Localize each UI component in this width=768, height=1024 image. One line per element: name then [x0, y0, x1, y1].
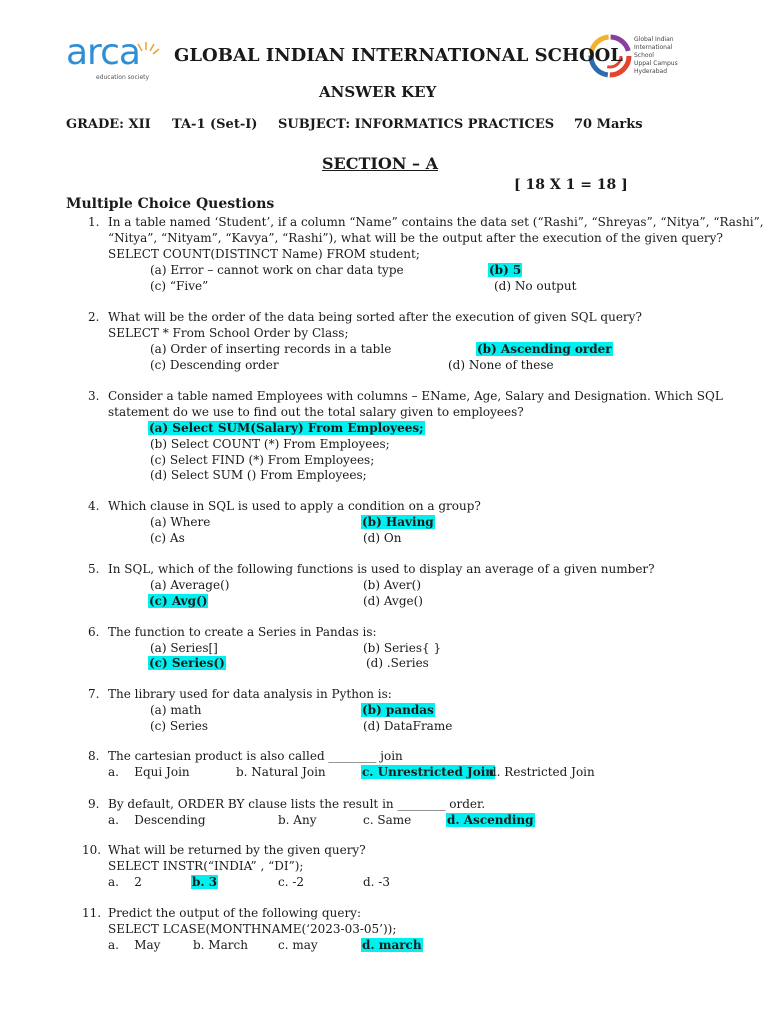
option-b-answer: (b) Having	[362, 515, 434, 529]
option-b: (b) Aver()	[363, 578, 422, 592]
option-b: b. Natural Join	[236, 765, 326, 779]
question-code: SELECT LCASE(MONTHNAME(‘2023-03-05’));	[108, 922, 397, 936]
question-number: 1.	[88, 215, 100, 229]
question-text: The cartesian product is also called ________ join	[108, 749, 403, 763]
question-text: Which clause in SQL is used to apply a condition on a group?	[108, 499, 481, 513]
question-number: 8.	[88, 749, 100, 763]
option-b-answer: (b) Ascending order	[477, 342, 612, 356]
arca-logo	[66, 32, 176, 86]
question-code: SELECT INSTR(“INDIA” , “DI”);	[108, 859, 304, 873]
question-number: 2.	[88, 310, 100, 324]
question-text: statement do we use to find out the total salary given to employees?	[108, 405, 524, 419]
option-a-answer: (a) Select SUM(Salary) From Employees;	[149, 421, 424, 435]
option-c: (c) Descending order	[150, 358, 279, 372]
option-d: (d) DataFrame	[363, 719, 453, 733]
option-a: a. Equi Join	[108, 765, 190, 779]
section-marks: [ 18 X 1 = 18 ]	[514, 177, 628, 193]
option-a: (a) Order of inserting records in a table	[150, 342, 392, 356]
option-b-answer: (b) pandas	[362, 703, 434, 717]
option-d-answer: d. march	[362, 938, 422, 952]
option-d: (d) On	[363, 531, 402, 545]
question-number: 10.	[82, 843, 102, 857]
question-text: In a table named ‘Student’, if a column “Name” contains the data set (“Rashi”, “Shreyas”, “Nitya”, “Rashi”,	[108, 215, 764, 229]
option-b: (b) Series{ }	[363, 641, 442, 655]
question-number: 5.	[88, 562, 100, 576]
question-number: 9.	[88, 797, 100, 811]
school-name: GLOBAL INDIAN INTERNATIONAL SCHOOL	[174, 45, 623, 66]
question-text: What will be returned by the given query?	[108, 843, 366, 857]
question-code: SELECT COUNT(DISTINCT Name) FROM student;	[108, 247, 420, 261]
option-c: c. -2	[278, 875, 305, 889]
option-c: (c) Select FIND (*) From Employees;	[150, 453, 375, 467]
option-d: (d) None of these	[448, 358, 554, 372]
option-c-answer: (c) Series()	[149, 656, 225, 670]
option-b: b. March	[193, 938, 248, 952]
subject-label: SUBJECT: INFORMATICS PRACTICES	[278, 117, 555, 132]
arca-logo-subtext: education society	[96, 74, 150, 81]
set-label: TA-1 (Set-I)	[172, 117, 258, 132]
option-a: (a) Series[]	[150, 641, 218, 655]
option-d: (d) No output	[494, 279, 577, 293]
question-number: 4.	[88, 499, 100, 513]
option-a: a. Descending	[108, 813, 206, 827]
question-number: 7.	[88, 687, 100, 701]
question-text: The library used for data analysis in Python is:	[108, 687, 392, 701]
question-text: Predict the output of the following query:	[108, 906, 361, 920]
option-b: (b) Select COUNT (*) From Employees;	[150, 437, 390, 451]
option-c: c. Same	[363, 813, 412, 827]
total-marks: 70 Marks	[574, 117, 643, 132]
question-code: SELECT * From School Order by Class;	[108, 326, 349, 340]
doc-title: ANSWER KEY	[319, 83, 437, 101]
question-text: What will be the order of the data being sorted after the execution of given SQL query?	[108, 310, 642, 324]
option-a: (a) math	[150, 703, 202, 717]
option-d: d. Restricted Join	[489, 765, 595, 779]
question-number: 3.	[88, 389, 100, 403]
option-a: (a) Where	[150, 515, 211, 529]
question-text: “Nitya”, “Nityam”, “Kavya”, “Rashi”), what will be the output after the execution of the given query?	[108, 231, 723, 245]
option-d: (d) Select SUM () From Employees;	[150, 468, 367, 482]
question-text: In SQL, which of the following functions is used to display an average of a given number?	[108, 562, 655, 576]
question-text: Consider a table named Employees with columns – EName, Age, Salary and Designation. Which SQL	[108, 389, 723, 403]
option-d: d. -3	[363, 875, 390, 889]
option-b-answer: b. 3	[192, 875, 218, 889]
question-text: The function to create a Series in Pandas is:	[108, 625, 377, 639]
option-d: (d) Avge()	[363, 594, 423, 608]
option-c: (c) “Five”	[150, 279, 209, 293]
option-a: a. May	[108, 938, 161, 952]
option-d: (d) .Series	[366, 656, 429, 670]
question-number: 6.	[88, 625, 100, 639]
section-heading: Multiple Choice Questions	[66, 196, 275, 212]
option-c: (c) As	[150, 531, 185, 545]
arca-logo-text: arca	[66, 32, 140, 73]
option-c-answer: (c) Avg()	[149, 594, 208, 608]
option-c-answer: c. Unrestricted Join	[362, 765, 495, 779]
option-a: (a) Error – cannot work on char data type	[150, 263, 404, 277]
option-c: (c) Series	[150, 719, 209, 733]
section-title: SECTION – A	[322, 154, 438, 173]
option-a: (a) Average()	[150, 578, 230, 592]
question-text: By default, ORDER BY clause lists the result in ________ order.	[108, 797, 486, 811]
option-d-answer: d. Ascending	[447, 813, 534, 827]
option-a: a. 2	[108, 875, 142, 889]
grade-label: GRADE: XII	[66, 117, 151, 132]
option-b-answer: (b) 5	[489, 263, 522, 277]
question-number: 11.	[82, 906, 102, 920]
option-b: b. Any	[278, 813, 317, 827]
giis-logo-text: Global Indian International School Uppal Campus Hyderabad	[634, 36, 678, 75]
option-c: c. may	[278, 938, 318, 952]
